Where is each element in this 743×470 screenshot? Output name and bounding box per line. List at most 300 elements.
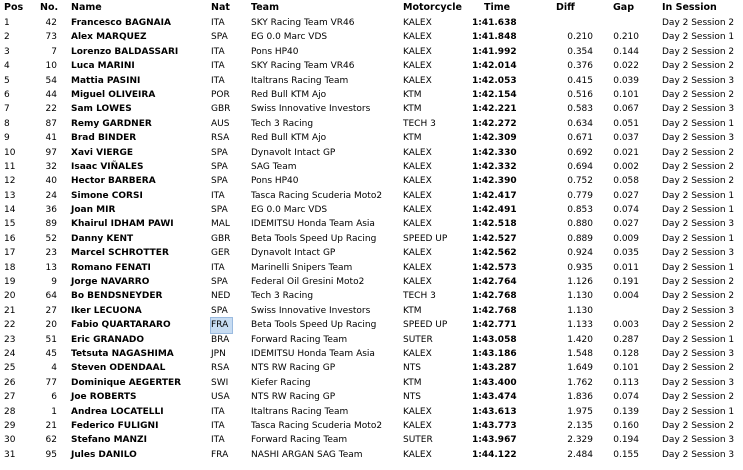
cell-gap: 0.155 <box>613 449 639 460</box>
cell-time: 1:42.014 <box>472 61 517 72</box>
cell-time: 1:43.613 <box>472 406 517 417</box>
cell-session: Day 2 Session 2 <box>662 176 735 187</box>
cell-gap: 0.144 <box>613 46 639 57</box>
cell-diff: 1.130 <box>567 305 593 316</box>
cell-session: Day 2 Session 1 <box>662 262 735 273</box>
cell-motorcycle: KALEX <box>403 348 432 359</box>
cell-number: 6 <box>51 392 57 403</box>
cell-time: 1:43.967 <box>472 435 517 446</box>
cell-time: 1:42.527 <box>472 233 517 244</box>
cell-nationality: JPN <box>211 348 226 359</box>
cell-number: 77 <box>45 377 57 388</box>
cell-motorcycle: KTM <box>403 377 422 388</box>
cell-pos: 18 <box>4 262 16 273</box>
cell-number: 62 <box>45 435 57 446</box>
header-time: Time <box>484 2 511 13</box>
cell-time: 1:41.638 <box>472 18 517 28</box>
cell-rider-name: Andrea LOCATELLI <box>71 406 164 417</box>
cell-diff: 2.135 <box>567 420 593 431</box>
cell-diff: 0.210 <box>567 32 593 43</box>
cell-nationality: GER <box>211 248 230 259</box>
cell-time: 1:42.518 <box>472 219 517 230</box>
cell-rider-name: Remy GARDNER <box>71 118 152 129</box>
table-row <box>0 390 743 404</box>
cell-team: Red Bull KTM Ajo <box>251 89 327 100</box>
header-no: No. <box>40 2 59 13</box>
cell-gap: 0.011 <box>613 262 639 273</box>
cell-time: 1:42.390 <box>472 176 517 187</box>
cell-rider-name: Sam LOWES <box>71 104 132 115</box>
table-row <box>0 59 743 73</box>
table-row <box>0 304 743 318</box>
cell-nationality: NED <box>211 291 231 302</box>
cell-number: 40 <box>45 176 57 187</box>
cell-diff: 0.415 <box>567 75 593 86</box>
cell-gap: 0.067 <box>613 104 639 115</box>
cell-motorcycle: KALEX <box>403 190 432 201</box>
cell-session: Day 2 Session 1 <box>662 334 735 345</box>
cell-diff: 0.889 <box>567 233 593 244</box>
cell-pos: 3 <box>4 46 10 57</box>
cell-pos: 1 <box>4 18 10 28</box>
cell-pos: 31 <box>4 449 16 460</box>
cell-nationality: ITA <box>211 190 225 201</box>
cell-pos: 16 <box>4 233 16 244</box>
cell-time: 1:42.562 <box>472 248 517 259</box>
cell-number: 10 <box>45 61 57 72</box>
table-row <box>0 333 743 347</box>
cell-pos: 21 <box>4 305 16 316</box>
table-row <box>0 275 743 289</box>
cell-session: Day 2 Session 3 <box>662 305 735 316</box>
cell-pos: 19 <box>4 277 16 288</box>
cell-rider-name: Eric GRANADO <box>71 334 145 345</box>
cell-diff: 1.975 <box>567 406 593 417</box>
cell-diff: 2.329 <box>567 435 593 446</box>
cell-diff: 0.692 <box>567 147 593 158</box>
cell-diff: 2.484 <box>567 449 593 460</box>
cell-number: 95 <box>45 449 57 460</box>
cell-number: 64 <box>45 291 57 302</box>
cell-team: EG 0.0 Marc VDS <box>251 205 328 216</box>
cell-pos: 13 <box>4 190 16 201</box>
cell-pos: 29 <box>4 420 16 431</box>
cell-session: Day 2 Session 1 <box>662 118 735 129</box>
cell-motorcycle: KALEX <box>403 46 432 57</box>
table-row <box>0 347 743 361</box>
cell-time: 1:42.272 <box>472 118 517 129</box>
cell-rider-name: Luca MARINI <box>71 61 135 72</box>
cell-time: 1:43.287 <box>472 363 517 374</box>
cell-motorcycle: KTM <box>403 104 422 115</box>
cell-nationality: ITA <box>211 46 225 57</box>
cell-nationality: USA <box>211 392 230 403</box>
cell-gap: 0.002 <box>613 161 639 172</box>
table-row <box>0 45 743 59</box>
table-row <box>0 131 743 145</box>
table-row <box>0 88 743 102</box>
cell-number: 7 <box>51 46 57 57</box>
cell-time: 1:42.573 <box>472 262 517 273</box>
cell-rider-name: Mattia PASINI <box>71 75 141 86</box>
cell-motorcycle: KALEX <box>403 147 432 158</box>
header-session: In Session <box>662 2 717 13</box>
cell-time: 1:42.332 <box>472 161 517 172</box>
cell-session: Day 2 Session 2 <box>662 18 735 28</box>
cell-nationality: RSA <box>211 363 230 374</box>
cell-rider-name: Isaac VIÑALES <box>71 161 144 172</box>
cell-number: 87 <box>45 118 57 129</box>
cell-motorcycle: KALEX <box>403 420 432 431</box>
cell-pos: 23 <box>4 334 16 345</box>
cell-gap: 0.128 <box>613 348 639 359</box>
cell-session: Day 2 Session 2 <box>662 291 735 302</box>
cell-number: 52 <box>45 233 57 244</box>
cell-motorcycle: NTS <box>403 392 421 403</box>
cell-motorcycle: KALEX <box>403 32 432 43</box>
cell-session: Day 2 Session 3 <box>662 449 735 460</box>
table-row <box>0 160 743 174</box>
cell-diff: 0.694 <box>567 161 593 172</box>
cell-session: Day 2 Session 3 <box>662 348 735 359</box>
cell-session: Day 2 Session 3 <box>662 133 735 144</box>
header-diff: Diff <box>556 2 575 13</box>
cell-motorcycle: KALEX <box>403 406 432 417</box>
cell-gap: 0.027 <box>613 190 639 201</box>
cell-rider-name: Dominique AEGERTER <box>71 377 182 388</box>
cell-diff: 1.420 <box>567 334 593 345</box>
cell-team: Tasca Racing Scuderia Moto2 <box>251 190 383 201</box>
cell-time: 1:43.474 <box>472 392 517 403</box>
cell-diff: 0.853 <box>567 205 593 216</box>
cell-number: 20 <box>45 320 57 331</box>
cell-nationality: FRA <box>211 449 229 460</box>
cell-motorcycle: SUTER <box>403 435 433 446</box>
cell-number: 27 <box>45 305 57 316</box>
cell-gap: 0.191 <box>613 277 639 288</box>
cell-team: Forward Racing Team <box>251 435 348 446</box>
cell-session: Day 2 Session 2 <box>662 161 735 172</box>
cell-pos: 17 <box>4 248 16 259</box>
cell-nationality: RSA <box>211 133 230 144</box>
cell-motorcycle: SUTER <box>403 334 433 345</box>
cell-team: IDEMITSU Honda Team Asia <box>251 348 375 359</box>
cell-time: 1:41.992 <box>472 46 517 57</box>
header-motorcycle: Motorcycle <box>403 2 462 13</box>
table-row <box>0 117 743 131</box>
cell-rider-name: Xavi VIERGE <box>71 147 134 158</box>
cell-motorcycle: KALEX <box>403 161 432 172</box>
cell-session: Day 2 Session 1 <box>662 32 735 43</box>
cell-gap: 0.287 <box>613 334 639 345</box>
cell-number: 9 <box>51 277 57 288</box>
cell-nationality: SPA <box>211 161 228 172</box>
cell-number: 32 <box>45 161 57 172</box>
cell-team: SKY Racing Team VR46 <box>251 18 355 28</box>
cell-diff: 0.583 <box>567 104 593 115</box>
cell-nationality: AUS <box>211 118 230 129</box>
cell-gap: 0.051 <box>613 118 639 129</box>
cell-rider-name: Simone CORSI <box>71 190 143 201</box>
cell-number: 42 <box>45 18 57 28</box>
cell-rider-name: Stefano MANZI <box>71 435 147 446</box>
table-row <box>0 189 743 203</box>
cell-motorcycle: SPEED UP <box>403 320 448 331</box>
cell-rider-name: Brad BINDER <box>71 133 137 144</box>
cell-team: Pons HP40 <box>251 176 299 187</box>
header-name: Name <box>71 2 102 13</box>
cell-diff: 1.130 <box>567 291 593 302</box>
cell-nationality: SPA <box>211 32 228 43</box>
cell-motorcycle: KTM <box>403 305 422 316</box>
cell-time: 1:42.154 <box>472 89 517 100</box>
table-row <box>0 433 743 447</box>
cell-pos: 8 <box>4 118 10 129</box>
cell-rider-name: Marcel SCHROTTER <box>71 248 169 259</box>
cell-nationality: ITA <box>211 61 225 72</box>
cell-rider-name: Romano FENATI <box>71 262 151 273</box>
header-gap: Gap <box>613 2 635 13</box>
cell-session: Day 2 Session 2 <box>662 277 735 288</box>
cell-nationality: ITA <box>211 406 225 417</box>
cell-rider-name: Hector BARBERA <box>71 176 156 187</box>
cell-time: 1:42.768 <box>472 291 517 302</box>
cell-nationality: MAL <box>211 219 230 230</box>
cell-motorcycle: KALEX <box>403 449 432 460</box>
cell-number: 36 <box>45 205 57 216</box>
cell-number: 23 <box>45 248 57 259</box>
cell-session: Day 2 Session 3 <box>662 435 735 446</box>
cell-time: 1:42.221 <box>472 104 517 115</box>
cell-time: 1:43.186 <box>472 348 517 359</box>
cell-rider-name: Lorenzo BALDASSARI <box>71 46 179 57</box>
table-row <box>0 74 743 88</box>
cell-number: 44 <box>45 89 57 100</box>
cell-diff: 0.516 <box>567 89 593 100</box>
cell-nationality: GBR <box>211 104 231 115</box>
cell-diff: 1.762 <box>567 377 593 388</box>
cell-pos: 7 <box>4 104 10 115</box>
cell-nationality: SPA <box>211 305 228 316</box>
cell-gap: 0.139 <box>613 406 639 417</box>
cell-rider-name: Joan MIR <box>71 205 116 216</box>
cell-rider-name: Khairul IDHAM PAWI <box>71 219 174 230</box>
cell-gap: 0.194 <box>613 435 639 446</box>
cell-diff: 0.634 <box>567 118 593 129</box>
cell-nationality: BRA <box>211 334 230 345</box>
cell-diff: 0.671 <box>567 133 593 144</box>
cell-motorcycle: KALEX <box>403 18 432 28</box>
table-row <box>0 419 743 433</box>
cell-gap: 0.113 <box>613 377 639 388</box>
cell-team: Tech 3 Racing <box>251 118 314 129</box>
cell-motorcycle: TECH 3 <box>403 291 436 302</box>
cell-number: 13 <box>45 262 57 273</box>
cell-number: 21 <box>45 420 57 431</box>
cell-rider-name: Francesco BAGNAIA <box>71 18 171 28</box>
cell-team: SAG Team <box>251 161 297 172</box>
cell-team: Dynavolt Intact GP <box>251 147 336 158</box>
table-row <box>0 16 743 30</box>
cell-number: 89 <box>45 219 57 230</box>
cell-gap: 0.101 <box>613 363 639 374</box>
cell-team: Tech 3 Racing <box>251 291 314 302</box>
cell-team: Pons HP40 <box>251 46 299 57</box>
cell-diff: 1.836 <box>567 392 593 403</box>
cell-rider-name: Miguel OLIVEIRA <box>71 89 156 100</box>
cell-session: Day 2 Session 3 <box>662 248 735 259</box>
cell-session: Day 2 Session 2 <box>662 147 735 158</box>
cell-team: IDEMITSU Honda Team Asia <box>251 219 375 230</box>
cell-nationality: SPA <box>211 277 228 288</box>
cell-nationality: ITA <box>211 262 225 273</box>
header-nat: Nat <box>211 2 230 13</box>
cell-motorcycle: KALEX <box>403 219 432 230</box>
cell-time: 1:42.417 <box>472 190 517 201</box>
cell-nationality: SPA <box>211 176 228 187</box>
cell-gap: 0.037 <box>613 133 639 144</box>
cell-gap: 0.058 <box>613 176 639 187</box>
cell-diff: 0.924 <box>567 248 593 259</box>
cell-team: Federal Oil Gresini Moto2 <box>251 277 365 288</box>
cell-session: Day 2 Session 3 <box>662 75 735 86</box>
cell-session: Day 2 Session 2 <box>662 46 735 57</box>
cell-gap: 0.101 <box>613 89 639 100</box>
cell-diff: 0.935 <box>567 262 593 273</box>
cell-motorcycle: TECH 3 <box>403 118 436 129</box>
cell-time: 1:42.053 <box>472 75 517 86</box>
cell-time: 1:42.491 <box>472 205 517 216</box>
cell-nationality: GBR <box>211 233 231 244</box>
cell-team: NTS RW Racing GP <box>251 363 336 374</box>
cell-rider-name: Bo BENDSNEYDER <box>71 291 163 302</box>
cell-gap: 0.074 <box>613 205 639 216</box>
cell-pos: 15 <box>4 219 16 230</box>
cell-gap: 0.022 <box>613 61 639 72</box>
cell-time: 1:42.330 <box>472 147 517 158</box>
cell-number: 4 <box>51 363 57 374</box>
cell-session: Day 2 Session 2 <box>662 420 735 431</box>
cell-team: Italtrans Racing Team <box>251 75 349 86</box>
cell-pos: 28 <box>4 406 16 417</box>
cell-session: Day 2 Session 1 <box>662 406 735 417</box>
cell-time: 1:42.771 <box>472 320 517 331</box>
cell-pos: 5 <box>4 75 10 86</box>
cell-number: 45 <box>45 348 57 359</box>
cell-motorcycle: NTS <box>403 363 421 374</box>
table-row <box>0 318 743 332</box>
cell-number: 73 <box>45 32 57 43</box>
cell-motorcycle: KALEX <box>403 176 432 187</box>
cell-nationality: ITA <box>211 420 225 431</box>
cell-pos: 24 <box>4 348 16 359</box>
cell-nationality: ITA <box>211 435 225 446</box>
cell-gap: 0.035 <box>613 248 639 259</box>
cell-motorcycle: KALEX <box>403 262 432 273</box>
cell-session: Day 2 Session 2 <box>662 363 735 374</box>
table-row <box>0 217 743 231</box>
cell-diff: 1.548 <box>567 348 593 359</box>
cell-diff: 0.376 <box>567 61 593 72</box>
cell-pos: 2 <box>4 32 10 43</box>
cell-time: 1:41.848 <box>472 32 517 43</box>
cell-rider-name: Tetsuta NAGASHIMA <box>71 348 174 359</box>
cell-motorcycle: KTM <box>403 89 422 100</box>
cell-motorcycle: KTM <box>403 133 422 144</box>
cell-team: Kiefer Racing <box>251 377 311 388</box>
cell-nationality: ITA <box>211 75 225 86</box>
cell-number: 24 <box>45 190 57 201</box>
cell-session: Day 2 Session 1 <box>662 233 735 244</box>
cell-team: SKY Racing Team VR46 <box>251 61 355 72</box>
cell-time: 1:42.309 <box>472 133 517 144</box>
cell-diff: 1.649 <box>567 363 593 374</box>
cell-pos: 6 <box>4 89 10 100</box>
table-body <box>0 16 743 462</box>
cell-pos: 25 <box>4 363 16 374</box>
cell-rider-name: Federico FULIGNI <box>71 420 159 431</box>
cell-team: Dynavolt Intact GP <box>251 248 336 259</box>
cell-number: 51 <box>45 334 57 345</box>
cell-session: Day 2 Session 2 <box>662 320 735 331</box>
cell-diff: 1.126 <box>567 277 593 288</box>
cell-time: 1:42.768 <box>472 305 517 316</box>
cell-rider-name: Steven ODENDAAL <box>71 363 166 374</box>
cell-rider-name: Fabio QUARTARARO <box>71 320 171 331</box>
cell-pos: 10 <box>4 147 16 158</box>
cell-team: Beta Tools Speed Up Racing <box>251 233 377 244</box>
cell-diff: 0.880 <box>567 219 593 230</box>
header-team: Team <box>251 2 279 13</box>
cell-gap: 0.009 <box>613 233 639 244</box>
cell-gap: 0.210 <box>613 32 639 43</box>
cell-gap: 0.003 <box>613 320 639 331</box>
cell-motorcycle: KALEX <box>403 248 432 259</box>
table-row <box>0 361 743 375</box>
cell-team: EG 0.0 Marc VDS <box>251 32 328 43</box>
cell-team: Marinelli Snipers Team <box>251 262 353 273</box>
cell-motorcycle: KALEX <box>403 75 432 86</box>
cell-time: 1:42.764 <box>472 277 517 288</box>
table-row <box>0 30 743 44</box>
cell-session: Day 2 Session 3 <box>662 219 735 230</box>
cell-pos: 12 <box>4 176 16 187</box>
cell-team: Beta Tools Speed Up Racing <box>251 320 377 331</box>
cell-rider-name: Jorge NAVARRO <box>71 277 150 288</box>
cell-team: Forward Racing Team <box>251 334 348 345</box>
cell-motorcycle: SPEED UP <box>403 233 448 244</box>
cell-diff: 0.779 <box>567 190 593 201</box>
cell-time: 1:44.122 <box>472 449 517 460</box>
cell-pos: 30 <box>4 435 16 446</box>
cell-team: Tasca Racing Scuderia Moto2 <box>251 420 383 431</box>
cell-motorcycle: KALEX <box>403 205 432 216</box>
cell-pos: 4 <box>4 61 10 72</box>
cell-session: Day 2 Session 3 <box>662 377 735 388</box>
table-row <box>0 246 743 260</box>
cell-rider-name: Alex MARQUEZ <box>71 32 147 43</box>
cell-nationality: FRA <box>211 318 232 332</box>
cell-diff: 0.354 <box>567 46 593 57</box>
cell-team: Italtrans Racing Team <box>251 406 349 417</box>
cell-pos: 11 <box>4 161 16 172</box>
cell-rider-name: Jules DANILO <box>71 449 137 460</box>
cell-gap: 0.160 <box>613 420 639 431</box>
table-row <box>0 146 743 160</box>
cell-diff: 0.752 <box>567 176 593 187</box>
cell-gap: 0.039 <box>613 75 639 86</box>
cell-number: 41 <box>45 133 57 144</box>
